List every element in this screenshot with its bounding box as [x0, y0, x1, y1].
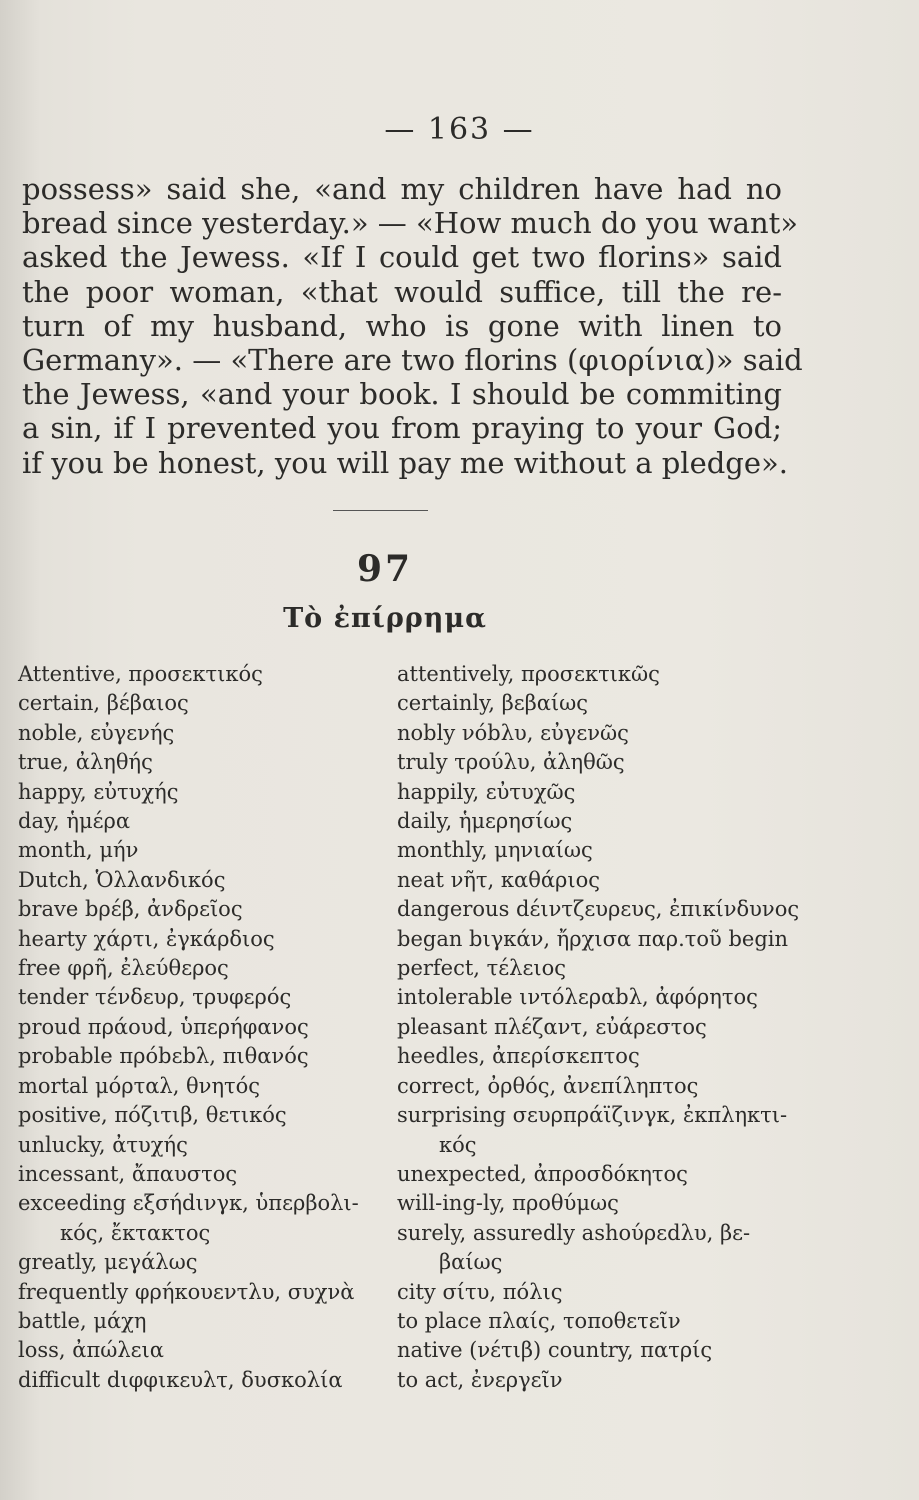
vocab-entry: heedles, ἀπερίσκεπτος [397, 1044, 640, 1069]
vocab-entry: Attentive, προσεκτικός [18, 662, 263, 686]
vocab-entry: attentively, προσεκτικῶς [397, 662, 660, 686]
vocab-entry: nobly νόbλυ, εὐγενῶς [397, 720, 629, 745]
vocab-entry: daily, ἡμερησίως [397, 809, 573, 834]
vocab-entry: certainly, βεβαίως [397, 691, 589, 716]
prose-line: a sin, if I prevented you from praying to your God; [22, 411, 782, 446]
vocab-entry: Dutch, Ὁλλανδικός [18, 867, 226, 892]
vocab-entry: difficult dιφφικευλτ, δυσκολία [18, 1367, 343, 1392]
vocabulary-right-column [397, 660, 800, 1395]
prose-line: possess» said she, «and my children have had no [22, 172, 782, 206]
prose-line: asked the Jewess. «If I could get two florins» said [22, 240, 782, 275]
vocab-entry: brave bρέβ, ἀνδρεῖος [18, 897, 243, 922]
vocab-entry: will-ing-ly, προθύμως [397, 1191, 619, 1216]
vocab-entry: month, μήν [18, 838, 139, 863]
vocab-entry: exceeding εξσήdινγκ, ὑπερβολι- [18, 1191, 359, 1216]
vocab-entry-continuation: κός, ἔκτακτος [60, 1220, 211, 1245]
page-number: — 163 — [384, 112, 535, 147]
vocab-entry: surprising σευρπράϊζινγκ, ἐκπληκτι- [397, 1103, 788, 1128]
vocab-entry-continuation: κός [439, 1132, 477, 1157]
vocab-entry: hearty χάρτι, ἐγκάρδιος [18, 926, 275, 951]
vocab-entry: mortal μόρταλ, θνητός [18, 1073, 261, 1098]
vocab-entry: noble, εὐγενής [18, 720, 175, 745]
vocab-entry: neat νῆτ, καθάριος [397, 867, 601, 892]
prose-line: the Jewess, «and your book. I should be commiting [22, 377, 782, 412]
vocab-entry: greatly, μεγάλως [18, 1250, 198, 1275]
vocab-entry: to act, ἐνεργεῖν [397, 1367, 563, 1392]
vocab-entry: probable πρόbεbλ, πιθανός [18, 1044, 309, 1069]
vocab-entry: intolerable ιντόλεραbλ, ἀφόρητος [397, 985, 758, 1010]
vocab-entry: true, ἀληθής [18, 750, 153, 775]
vocab-entry: correct, ὀρθός, ἀνεπίληπτος [397, 1073, 699, 1098]
vocab-entry: to place πλαίς, τοποθετεῖν [397, 1308, 681, 1333]
vocab-entry: day, ἡμέρα [18, 809, 131, 834]
vocab-entry: unlucky, ἀτυχής [18, 1132, 188, 1157]
prose-line: turn of my husband, who is gone with linen to [22, 308, 782, 343]
vocab-entry: began bιγκάν, ἤρχισα παρ.τοῦ begin [397, 926, 789, 951]
prose-line: Germany». — «There are two florins (φιορίνια)» said [22, 343, 803, 378]
prose-paragraph [22, 172, 803, 480]
vocab-entry: incessant, ἄπαυστος [18, 1161, 238, 1186]
vocab-entry: pleasant πλέζαντ, εὐάρεστος [397, 1014, 707, 1039]
vocab-entry-continuation: βαίως [439, 1250, 503, 1275]
vocab-entry: unexpected, ἀπροσδόκητος [397, 1161, 688, 1186]
vocab-entry: happily, εὐτυχῶς [397, 779, 576, 804]
vocab-entry: truly τρούλυ, ἀληθῶς [397, 750, 625, 775]
prose-line: if you be honest, you will pay me without a pledge». [22, 445, 788, 480]
vocab-entry: city σίτυ, πόλις [397, 1279, 563, 1304]
vocab-entry: surely, assuredly ashoύρεdλυ, βε- [397, 1220, 751, 1245]
section-number: 97 [356, 548, 414, 590]
section-divider [333, 510, 428, 511]
vocab-entry: proud πράουd, ὑπερήφανος [18, 1014, 309, 1039]
prose-line: bread since yesterday.» — «How much do you want» [22, 206, 799, 241]
vocab-entry: loss, ἀπώλεια [18, 1338, 164, 1363]
vocab-entry: native (νέτιβ) country, πατρίς [397, 1338, 713, 1363]
vocab-entry: frequently φρήκουεντλυ, συχνὰ [18, 1279, 355, 1304]
section-title: Τὸ ἐπίρρημα [283, 603, 487, 634]
vocab-entry: free φρῆ, ἐλεύθερος [18, 956, 229, 981]
vocab-entry: battle, μάχη [18, 1308, 147, 1333]
vocab-entry: happy, εὐτυχής [18, 779, 179, 804]
vocab-entry: dangerous dέιντζευρευς, ἐπικίνδυνος [397, 897, 800, 922]
vocab-entry: positive, πόζιτιβ, θετικός [18, 1103, 287, 1128]
vocab-entry: perfect, τέλειος [397, 956, 566, 981]
vocab-entry: tender τένδευρ, τρυφερός [18, 985, 292, 1010]
prose-line: the poor woman, «that would suffice, till the re- [22, 274, 782, 309]
vocab-entry: certain, βέβαιος [18, 691, 189, 716]
vocabulary-left-column [18, 660, 373, 1395]
vocab-entry: monthly, μηνιαίως [397, 838, 593, 863]
